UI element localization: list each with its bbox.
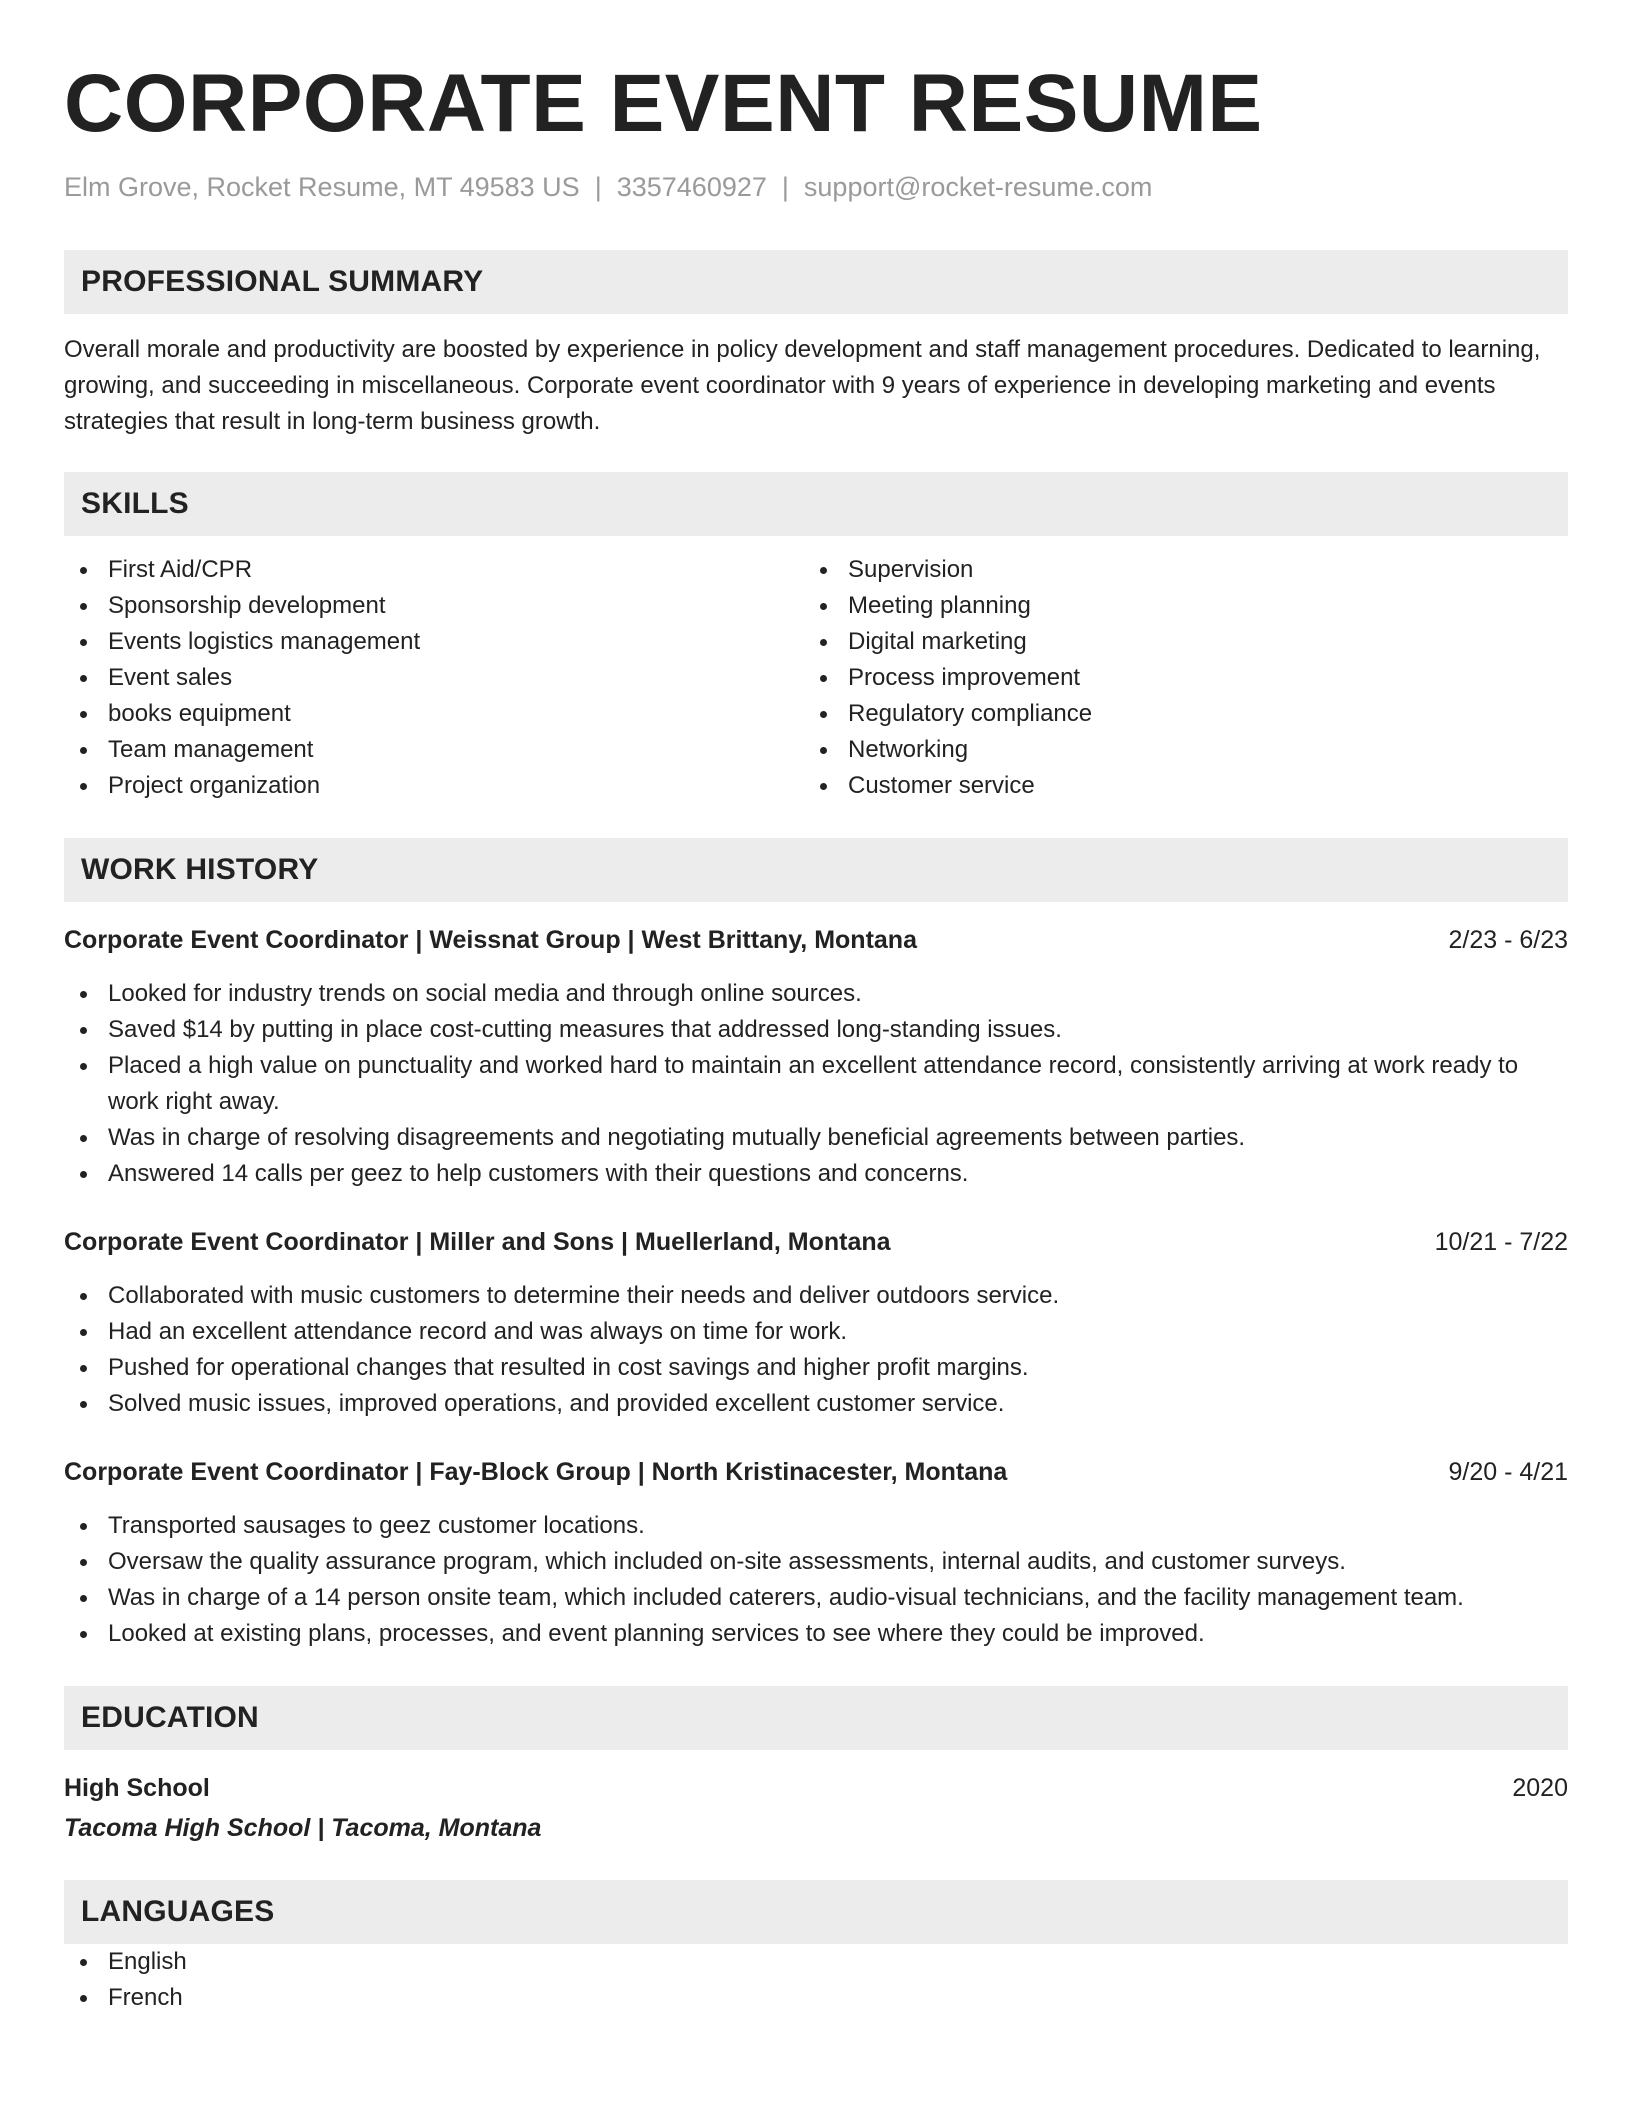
education-school: Tacoma High School | Tacoma, Montana [64,1814,542,1842]
job-header [64,922,1568,958]
section-heading-education: EDUCATION [64,1686,1568,1750]
contact-separator: | [594,172,602,202]
summary-text: Overall morale and productivity are boosted by experience in policy development and staff management procedures. Dedicated to learning, growing, and succeeding in miscellaneous. Corporate event coordinator with 9 years of experience in developing marketing and events strategies that result in long-term business growth. [64,336,1541,435]
job-entry [64,922,1568,1192]
skill-item: Supervision [804,552,1544,588]
section-heading-languages: LANGUAGES [64,1880,1568,1944]
contact-line [64,170,1568,204]
job-bullets [64,1278,1568,1422]
job-header [64,1454,1568,1490]
skill-item: Events logistics management [64,624,804,660]
job-entry [64,1224,1568,1422]
summary-section [64,250,1568,440]
job-title: Corporate Event Coordinator | Miller and Sons | Muellerland, Montana [64,1228,891,1256]
skill-item: Digital marketing [804,624,1544,660]
job-bullet: Collaborated with music customers to determine their needs and deliver outdoors service. [64,1278,1568,1314]
work-history-section [64,838,1568,1652]
skill-item: Regulatory compliance [804,696,1544,732]
education-header [64,1770,1568,1806]
contact-phone: 3357460927 [616,172,767,202]
skill-item: Project organization [64,768,804,804]
skill-item: books equipment [64,696,804,732]
job-bullet: Was in charge of a 14 person onsite team, which included caterers, audio-visual technicians, and the facility management team. [64,1580,1568,1616]
job-bullet: Looked for industry trends on social media and through online sources. [64,976,1568,1012]
job-bullet: Was in charge of resolving disagreements and negotiating mutually beneficial agreements between parties. [64,1120,1568,1156]
education-year: 2020 [1512,1774,1568,1802]
job-bullet: Had an excellent attendance record and was always on time for work. [64,1314,1568,1350]
resume-title: CORPORATE EVENT RESUME [64,58,1263,149]
job-header [64,1224,1568,1260]
job-bullets [64,1508,1568,1652]
languages-section [64,1880,1568,2016]
education-section [64,1686,1568,1846]
skills-column-left [64,552,804,804]
skill-item: First Aid/CPR [64,552,804,588]
skill-item: Networking [804,732,1544,768]
section-heading-skills: SKILLS [64,472,1568,536]
section-heading-summary: PROFESSIONAL SUMMARY [64,250,1568,314]
skill-item: Team management [64,732,804,768]
education-degree: High School [64,1774,210,1802]
job-bullet: Answered 14 calls per geez to help customers with their questions and concerns. [64,1156,1568,1192]
job-bullets [64,976,1568,1192]
skill-item: Process improvement [804,660,1544,696]
job-title: Corporate Event Coordinator | Weissnat Group | West Brittany, Montana [64,926,917,954]
skill-item: Meeting planning [804,588,1544,624]
job-entry [64,1454,1568,1652]
section-heading-work-history: WORK HISTORY [64,838,1568,902]
skill-item: Event sales [64,660,804,696]
job-bullet: Placed a high value on punctuality and worked hard to maintain an excellent attendance record, consistently arriving at work ready to work right away. [64,1048,1568,1120]
contact-address: Elm Grove, Rocket Resume, MT 49583 US [64,172,580,202]
contact-separator: | [781,172,789,202]
language-item: French [64,1980,1568,2016]
job-bullet: Looked at existing plans, processes, and event planning services to see where they could be improved. [64,1616,1568,1652]
skills-section [64,472,1568,804]
job-dates: 10/21 - 7/22 [1434,1228,1568,1256]
job-bullet: Oversaw the quality assurance program, which included on-site assessments, internal audits, and customer surveys. [64,1544,1568,1580]
contact-email: support@rocket-resume.com [803,172,1153,202]
skill-item: Sponsorship development [64,588,804,624]
job-title: Corporate Event Coordinator | Fay-Block Group | North Kristinacester, Montana [64,1458,1008,1486]
skill-item: Customer service [804,768,1544,804]
job-bullet: Pushed for operational changes that resulted in cost savings and higher profit margins. [64,1350,1568,1386]
job-dates: 2/23 - 6/23 [1448,926,1568,954]
job-bullet: Saved $14 by putting in place cost-cutting measures that addressed long-standing issues. [64,1012,1568,1048]
job-bullet: Solved music issues, improved operations, and provided excellent customer service. [64,1386,1568,1422]
skills-grid [64,552,1568,804]
job-dates: 9/20 - 4/21 [1448,1458,1568,1486]
language-item: English [64,1944,1568,1980]
education-entry [64,1770,1568,1846]
skills-column-right [804,552,1544,804]
job-bullet: Transported sausages to geez customer locations. [64,1508,1568,1544]
languages-list [64,1944,1568,2016]
